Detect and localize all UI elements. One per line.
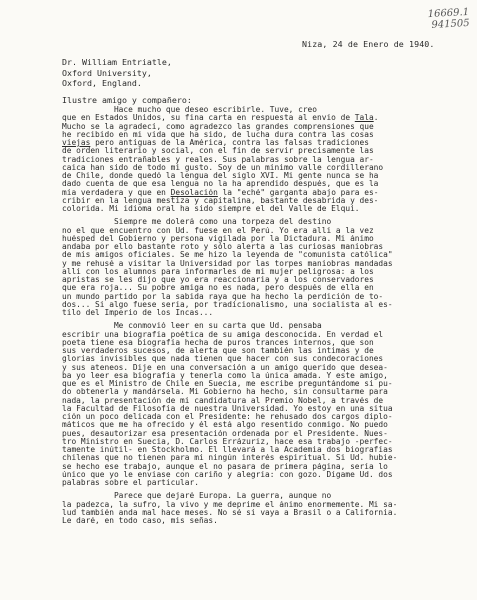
- text-line: cribir en la lengua mestiza y capitalina, bastante desabrida y des-: [62, 196, 379, 205]
- text-line: escribir una biografía poética de su amiga desconocida. En verdad el: [62, 330, 384, 339]
- text-line: tamente inútil- en Stockholmo. Él llevará a la Academia dos biografías: [62, 446, 393, 454]
- text-line: tilo del Imperio de los Incas...: [62, 309, 214, 317]
- text-line: de mis amigos oficiales. Se me hizo la leyenda de "comunista católica": [62, 251, 393, 260]
- text-line: glorias invisibles que nada tienen que hacer con sus condecoraciones: [62, 355, 384, 364]
- text-line: de Chile, donde quedó la lengua del siglo XVI. Mi gente nunca se ha: [62, 172, 379, 180]
- text-line: pues, desautorizar esa presentación ordenada por el Presidente. Nues-: [62, 429, 388, 438]
- paragraph: [62, 322, 474, 487]
- text-line: único que yo le enviase con cariño y alegría: con gozo. Dígame Ud. dos: [62, 470, 393, 479]
- archive-reference-mark: [427, 7, 469, 31]
- text-line: do obtenerla y mandársela. Mi Gobierno ha hecho, sin consultarme para: [62, 388, 388, 397]
- greeting: Ilustre amigo y compañero:: [62, 95, 192, 105]
- text-line: que era roja... Su pobre amiga no es nada, pero después de ella en: [62, 284, 374, 293]
- text-line: sus verdaderos sucesos, de alerta que son también las íntimas y de: [62, 347, 374, 355]
- text-line: Hace mucho que deseo escribirle. Tuve, creo: [62, 106, 318, 114]
- text-line: apristas se les dijo que yo era reaccionaria y a los conservadores: [62, 276, 374, 284]
- text-line: viejas pero antiguas de la América, contra las falsas tradiciones: [62, 139, 369, 147]
- text-line: de orden literario y social, con el fin de servir precisamente las: [62, 147, 374, 156]
- paragraph: [62, 218, 474, 317]
- text-line: Le daré, en todo caso, mis señas.: [62, 517, 218, 525]
- text-line: y me rehusé a visitar la Universidad por las torpes maniobras mandadas: [62, 259, 393, 268]
- text-line: no el que encuentro con Ud. fuese en el Perú. Yo era allí a la vez: [62, 226, 374, 235]
- letter-date: Niza, 24 de Enero de 1940.: [302, 39, 435, 49]
- letter-body: [62, 106, 474, 525]
- text-line: andaba por ello bastante roto y sólo alerta a las curiosas maniobras: [62, 243, 384, 251]
- text-line: ba yo leer esa biografía y tenerla como la única amada. Y este amigo,: [62, 371, 388, 380]
- text-line: se hecho ese trabajo, aunque el no pasara de primera página, sería lo: [62, 462, 388, 471]
- text-line: colorida. Mi idioma oral ha sido siempre el del Valle de Elqui.: [62, 205, 360, 213]
- paragraph: [62, 492, 474, 525]
- recipient-address: [62, 57, 172, 89]
- archive-number-2: 941505: [430, 17, 470, 31]
- text-line: Mucho se la agradecí, como agradezco las grandes comprensiones que: [62, 122, 374, 131]
- text-line: y sus ateneos. Dije en una conversación a un amigo querido que desea-: [62, 363, 388, 372]
- text-line: Me conmovió leer en su carta que Ud. pensaba: [62, 322, 322, 331]
- text-line: tradiciones entrañables y reales. Sus palabras sobre la lengua ar-: [62, 155, 374, 164]
- text-line: Parece que dejaré Europa. La guerra, aunque no: [62, 492, 332, 501]
- text-line: Siempre me dolerá como una torpeza del destino: [62, 218, 332, 227]
- text-line: chilenas que no tienen para mí ningún interés espiritual. Si Ud. hubie-: [62, 454, 398, 463]
- text-line: tro Ministro en Suecia, D. Carlos Errázuriz, hace esa trabajo -perfec-: [62, 437, 393, 446]
- text-line: la padezca, la sufro, la vivo y me deprime el ánimo enormemente. Mi sa-: [62, 500, 398, 509]
- text-line: caica han sido de todo mi gusto. Soy de un mínimo valle cordillerano: [62, 163, 384, 172]
- recipient-line: Oxford University,: [62, 67, 152, 78]
- archive-number-1: 16669.1: [427, 6, 469, 21]
- text-line: que en Estados Unidos, su fina carta en respuesta al envío de Tala.: [62, 114, 379, 123]
- text-line: nada, la presentación de mi candidatura al Premio Nobel, a través de: [62, 396, 384, 405]
- text-line: huésped del Gobierno y persona vigilada por la Dictadura. Mi ánimo: [62, 234, 374, 243]
- text-line: allí con los alumnos para informarles de mi mujer peligrosa: a los: [62, 267, 374, 276]
- text-line: he recibido en mi vida que ha sido, de lucha dura contra las cosas: [62, 130, 374, 139]
- paragraph: [62, 106, 474, 213]
- text-line: un mundo partido por la sabida raya que ha hecho la perdición de to-: [62, 292, 384, 301]
- text-line: palabras sobre el particular.: [62, 479, 199, 487]
- text-line: lud también anda mal hace meses. No sé si vaya a Brasil o a California.: [62, 508, 398, 517]
- text-line: máticos que me ha ofrecido y él está algo resentido conmigo. No puedo: [62, 421, 388, 430]
- text-line: ción un poco delicada con el Presidente: he rehusado dos cargos diplo-: [62, 413, 393, 421]
- text-line: poeta tiene esa biografía hecha de puros trances internos, que son: [62, 338, 374, 347]
- text-line: que es el Ministro de Chile en Suecia, me escribe preguntándome si pu-: [62, 380, 393, 388]
- text-line: mía verdadera y que en Desolación la "eché" garganta abajo para es-: [62, 188, 379, 197]
- text-line: la Facultad de Filosofía de nuestra Universidad. Yo estoy en una situa: [62, 404, 393, 413]
- text-line: dos... Si algo fuese sería, por tradicionalismo, una socialista al es-: [62, 300, 393, 309]
- recipient-line: Dr. William Entriatle,: [62, 57, 172, 67]
- recipient-line: Oxford, England.: [62, 78, 142, 88]
- text-line: dado cuenta de que esa lengua no la ha aprendido después, que es la: [62, 180, 379, 189]
